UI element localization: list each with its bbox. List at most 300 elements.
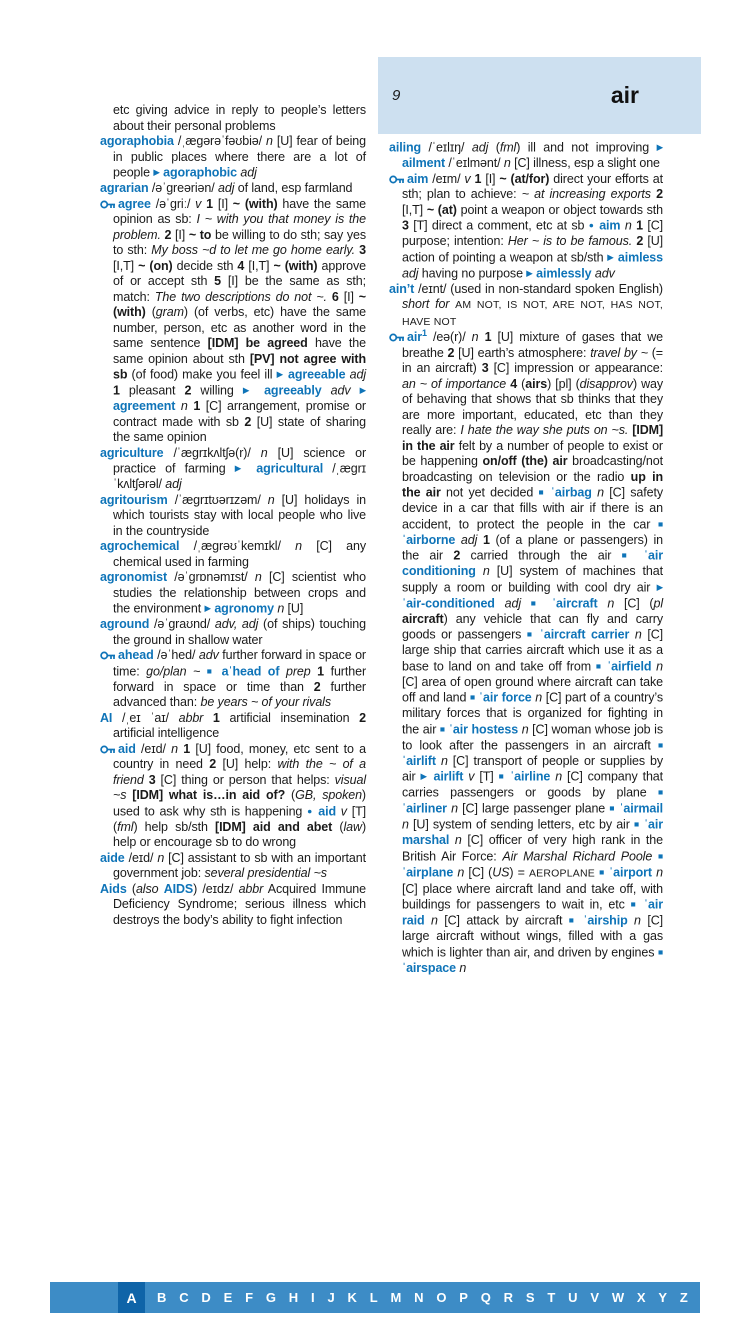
italic-text: go/plan ~ [146, 664, 201, 678]
plain-text: [C] safety device in a car that fills with air if there is an accident, to protect the people in the car [402, 485, 664, 531]
italic-text: Her ~ is to be famous. [507, 234, 633, 248]
bold-blue-word: ˈairbag [545, 485, 592, 500]
compound-square-icon: ■ [657, 739, 663, 750]
bold-blue-word: agreeable [283, 367, 346, 382]
bold-blue-word: ˈairliner [402, 801, 447, 816]
compound-square-icon: ■ [599, 866, 605, 877]
italic-text: Air Marshal Richard Poole [502, 849, 653, 863]
bold-blue-word: ˈair raid [402, 897, 663, 928]
derivative-arrow-icon: ▶ [276, 369, 284, 379]
alphabet-letter-w: W [611, 1290, 625, 1305]
plain-text: [C] large aircraft without wings, filled with a gas which is lighter than air, and driven by engines [402, 913, 663, 959]
italic-text: GB, spoken [295, 788, 362, 802]
plain-text: ( [517, 376, 526, 391]
page-number: 9 [392, 87, 401, 104]
plain-text: have the same opinion as sb: [113, 196, 367, 226]
plain-text: ) [pl] ( [547, 376, 580, 391]
plain-text: [I] [338, 289, 359, 304]
bold-text: 1 [474, 171, 482, 186]
headword: ain’t [389, 281, 415, 296]
bold-text: 5 [214, 274, 222, 288]
headword: Aids [100, 881, 127, 896]
plain-text: [C] scientist who studies the relationship between crops and the environment [113, 570, 366, 616]
oxford-key-icon [100, 197, 118, 211]
compound-square-icon: ■ [530, 597, 543, 608]
headword: aide [100, 850, 125, 865]
alphabet-letter-f: F [245, 1290, 254, 1305]
italic-text: n [634, 627, 642, 642]
bold-blue-word: AIDS [163, 881, 194, 896]
compound-square-icon: ■ [595, 660, 603, 671]
derivative-arrow-icon: ▶ [242, 385, 255, 395]
plain-text: have the same opinion about sth [113, 336, 366, 366]
bold-blue-word: ailment [402, 156, 446, 170]
italic-text: n [634, 913, 641, 928]
italic-text: adj [402, 266, 419, 280]
plain-text: ( [285, 788, 296, 802]
plain-text: broadcasting/not broadcasting on television or the radio [402, 454, 663, 484]
plain-text: [U] system of sending letters, etc by air [408, 817, 634, 832]
bold-blue-word: ˈairline [505, 769, 551, 784]
compound-square-icon: ■ [657, 850, 664, 861]
plain-text: ) (of verbs, etc) have the same number, person, etc as another word in the same sentence [113, 305, 367, 350]
plain-text: [U] science or practice of farming [113, 445, 367, 476]
plain-text: /əˈɡraʊnd/ [149, 617, 215, 631]
bold-text: 2 [209, 757, 217, 771]
plain-text: /ˈeɪlɪŋ/ [421, 140, 472, 155]
alphabet-letter-l: L [369, 1290, 378, 1305]
compound-square-icon: ■ [568, 915, 577, 925]
plain-text: etc giving advice in reply to people’s letters about their personal problems [113, 103, 366, 133]
italic-text: n [266, 134, 273, 148]
headword: agrochemical [100, 539, 180, 553]
italic-text: gram [155, 305, 184, 319]
italic-text: v [195, 196, 202, 211]
alphabet-letter-t: T [547, 1290, 556, 1305]
bold-text: 1 [317, 664, 325, 678]
alphabet-letter-c: C [179, 1290, 189, 1305]
plain-text: /ˌæɡrəʊˈkemɪkl/ [179, 539, 296, 553]
alphabet-bar [50, 1282, 700, 1313]
plain-text: willing [191, 383, 243, 398]
alphabet-letter-d: D [201, 1290, 211, 1305]
compound-square-icon: ■ [657, 518, 663, 529]
italic-text: I hate the way she puts on ~s. [460, 423, 629, 437]
bold-text: [IDM] what is…in aid of? [132, 788, 286, 802]
italic-text: n [171, 741, 178, 756]
plain-text: [C] company that carries passengers or goods by plane [402, 769, 664, 800]
plain-text: [C] attack by aircraft [437, 913, 569, 928]
plain-text: [U] [284, 601, 304, 616]
compound-square-icon: ■ [498, 771, 506, 781]
plain-text: ) help sb/sth [133, 819, 215, 834]
plain-text: [T] [474, 769, 499, 784]
bold-blue-word: ˈairborne [402, 532, 456, 547]
derivative-arrow-icon: ▶ [204, 603, 211, 613]
alphabet-letter-s: S [525, 1290, 535, 1305]
headword: agriculture [100, 445, 164, 460]
bold-text: 4 [237, 258, 245, 273]
bold-text: on/off (the) air [482, 454, 568, 468]
derivative-arrow-icon: ▶ [526, 267, 533, 278]
headword: agrarian [100, 181, 149, 195]
italic-text: adv, adj [214, 617, 259, 631]
plain-text: ) way of behaving that shows that sb thinks that they are more important, educated, etc than they really are: [402, 376, 664, 437]
italic-text: fml [499, 140, 517, 155]
plain-text: having no purpose [418, 266, 527, 280]
italic-text: an ~ of importance [402, 376, 507, 391]
bold-blue-word: ˈair hostess [445, 722, 519, 736]
italic-text: pl [653, 596, 663, 610]
bold-text: ~ (at) [426, 202, 457, 217]
plain-text: /eɪd/ [124, 850, 158, 865]
bold-text: 3 [402, 218, 409, 233]
bold-text: 2 [656, 187, 663, 201]
compound-square-icon: ■ [657, 946, 663, 957]
bold-text: 1 [482, 532, 490, 547]
compound-square-icon: ■ [633, 819, 640, 829]
dictionary-entry [100, 134, 366, 181]
compound-square-icon: ■ [206, 665, 216, 676]
plain-text: [U] action of pointing a weapon at sb/sth [402, 234, 664, 264]
bold-text: [IDM] be agreed [207, 336, 308, 350]
bold-blue-word: ˈaircraft carrier [534, 627, 630, 642]
italic-text: v [468, 769, 475, 784]
derivative-arrow-icon: ▶ [656, 581, 663, 592]
plain-text: further forward in space or time than [113, 664, 367, 694]
plain-text [521, 596, 531, 610]
bold-blue-word: ˈair-conditioned [402, 596, 495, 610]
bold-text: 1 [183, 741, 191, 756]
italic-text: n [656, 659, 663, 673]
sense-bullet-icon: ● [307, 805, 314, 816]
header-band [378, 57, 701, 134]
plain-text: [C] ( [464, 865, 493, 879]
plain-text: artificial insemination [219, 710, 360, 725]
alphabet-letter-j: J [327, 1290, 335, 1305]
alphabet-letter-z: Z [679, 1290, 688, 1305]
plain-text: /əˈhed/ [153, 648, 199, 662]
italic-text: n [471, 330, 479, 344]
italic-text: n [277, 601, 285, 616]
plain-text: (of food) make you feel ill [127, 367, 277, 382]
small-caps-text: AEROPLANE [528, 867, 595, 879]
italic-text: n [440, 753, 448, 768]
oxford-key-icon [100, 648, 118, 662]
italic-text: n [459, 960, 467, 975]
bold-blue-word: aim [594, 218, 621, 233]
bold-text: 1 [193, 399, 201, 413]
bold-blue-word: agricultural [247, 461, 324, 476]
headword: agritourism [100, 492, 168, 507]
italic-text: adv [330, 383, 351, 398]
plain-text: /eɪnt/ (used in non-standard spoken English) [414, 281, 663, 296]
headword: aid [118, 741, 136, 756]
compound-square-icon: ■ [657, 787, 663, 797]
dictionary-entry [100, 648, 366, 711]
plain-text: [C] illness, esp a slight one [510, 156, 660, 170]
italic-text: adj [349, 367, 367, 382]
plain-text [322, 384, 331, 398]
compound-square-icon: ■ [526, 629, 535, 639]
bold-blue-word: aimlessly [532, 266, 592, 280]
active-letter-tab: A [118, 1282, 145, 1313]
bold-blue-word: aimless [614, 250, 664, 264]
plain-text: [U] holidays in which tourists stay with local people who live in the countryside [113, 492, 366, 538]
plain-text: /eɪd/ [135, 741, 172, 756]
italic-text: n [454, 833, 462, 847]
dictionary-entry [100, 197, 366, 446]
italic-text: n [535, 690, 543, 705]
italic-text: with the ~ of a friend [113, 757, 366, 787]
italic-text: I ~ with you that money is the problem. [113, 212, 367, 242]
plain-text: [C] place where aircraft land and take off, with buildings for passengers to wait in, etc [402, 881, 663, 912]
dictionary-entry [100, 711, 366, 742]
plain-text: /ˌeɪ ˈaɪ/ [112, 710, 179, 725]
dictionary-entry [100, 617, 366, 648]
bold-blue-word: agreement [113, 399, 176, 413]
italic-text: travel by ~ [590, 345, 648, 360]
plain-text: [U] system of machines that supply a room or building with cool dry air [402, 564, 664, 594]
headword: aim [407, 171, 429, 186]
bold-text: 2 [313, 679, 321, 694]
plain-text: /ˈeɪlmənt/ [445, 156, 504, 170]
plain-text: ( [126, 881, 136, 896]
plain-text: [I] [171, 227, 189, 242]
alphabet-letter-h: H [288, 1290, 299, 1305]
italic-text: n [482, 564, 490, 578]
alphabet-letter-n: N [414, 1290, 424, 1305]
bold-text: [IDM] aid and abet [215, 819, 333, 834]
headword: air [407, 330, 422, 344]
bold-text: 3 [481, 361, 489, 375]
alphabet-letter-m: M [390, 1290, 402, 1305]
bold-text: 2 [447, 345, 455, 360]
bold-blue-word: ˈairship [576, 913, 628, 928]
plain-text: [I] [481, 171, 500, 186]
plain-text: /əˈɡrɒnəmɪst/ [167, 570, 255, 584]
italic-text: v [340, 804, 347, 818]
headword: AI [100, 710, 113, 725]
italic-text: n [503, 156, 511, 170]
dictionary-entry [389, 282, 663, 331]
bold-text: ~ (with) [113, 289, 366, 319]
italic-text: ~ at increasing exports [521, 187, 651, 201]
italic-text: n [597, 485, 604, 500]
italic-text: n [254, 570, 262, 584]
bold-blue-word: ˈairplane [402, 865, 454, 879]
alphabet-letter-y: Y [658, 1290, 668, 1305]
italic-text: adj [165, 477, 182, 491]
italic-text: adj [471, 140, 489, 155]
plain-text: [C] officer of very high rank in the British Air Force: [402, 833, 663, 863]
plain-text: [C] any chemical used in farming [113, 539, 366, 569]
bold-text: 4 [510, 376, 518, 391]
plain-text: [I,T] [113, 258, 139, 273]
plain-text: further forward in space or time: [113, 648, 366, 678]
italic-text: n [555, 769, 563, 784]
plain-text: ( [488, 140, 500, 155]
bold-text: airs [525, 376, 548, 391]
italic-text: abbr [178, 710, 204, 725]
bold-blue-word: agoraphobic [159, 165, 238, 180]
plain-text: point a weapon or object towards sth [456, 202, 663, 217]
dictionary-entry [389, 140, 663, 172]
compound-square-icon: ■ [439, 723, 446, 734]
entry-continuation [100, 103, 366, 134]
alphabet-letters [145, 1282, 700, 1313]
plain-text: be willing to do sth; say yes to sth: [113, 227, 366, 257]
alphabet-letter-x: X [636, 1290, 646, 1305]
plain-text [598, 596, 608, 610]
bold-blue-word: ˈairport [604, 865, 652, 879]
plain-text: [U] earth’s atmosphere: [454, 345, 591, 360]
plain-text: pleasant [119, 383, 185, 398]
bold-text: ~ (with) [273, 258, 318, 273]
italic-text: adj [240, 165, 257, 180]
italic-text: n [624, 218, 632, 233]
plain-text [350, 384, 359, 398]
bold-text: ~ (at/for) [499, 171, 550, 186]
bold-text: up in the air [402, 469, 663, 500]
plain-text: [U] help: [216, 757, 278, 771]
bold-text: 2 [164, 227, 172, 242]
italic-text: n [267, 492, 275, 507]
alphabet-letter-u: U [568, 1290, 578, 1305]
plain-text: of land, esp farmland [234, 181, 353, 195]
sense-bullet-icon: ● [588, 220, 595, 230]
italic-text: adv [198, 648, 219, 662]
bold-text: 1 [484, 330, 492, 344]
compound-square-icon: ■ [538, 487, 546, 497]
plain-text: /əˈɡreəriən/ [148, 181, 218, 195]
plain-text: [I] be the same as sth; match: [113, 274, 366, 304]
plain-text: felt by a number of people to exist or be happening [402, 438, 663, 468]
plain-text [203, 711, 213, 725]
alphabet-letter-o: O [436, 1290, 447, 1305]
italic-text: n [457, 865, 465, 879]
plain-text: ) used to ask why sth is happening [113, 788, 366, 818]
compound-square-icon: ■ [609, 803, 616, 813]
dictionary-entry [100, 181, 366, 197]
plain-text: carried through the air [460, 548, 622, 563]
italic-text: adj [218, 181, 235, 195]
bold-blue-word: agreeably [255, 383, 322, 398]
plain-text: [I] [213, 196, 233, 211]
plain-text: [C] thing or person that helps: [155, 772, 335, 787]
small-caps-text: AM NOT, IS NOT, ARE NOT, HAS NOT, HAVE NOT [402, 299, 664, 328]
alphabet-letter-i: I [311, 1290, 315, 1305]
plain-text: ) ill and not improving [516, 140, 657, 155]
bold-text: 6 [331, 289, 339, 304]
italic-text: be years ~ of your rivals [200, 695, 332, 709]
alphabet-letter-g: G [265, 1290, 276, 1305]
italic-text: n [402, 817, 409, 832]
bold-blue-word: aˈhead of [215, 664, 280, 678]
plain-text: not yet decided [440, 485, 539, 500]
plain-text: /ˈæɡrɪtʊərɪzəm/ [167, 492, 268, 507]
plain-text: /eə(r)/ [426, 330, 472, 344]
italic-text: n [295, 539, 302, 553]
italic-text: adj [504, 596, 521, 610]
italic-text: n [157, 850, 165, 865]
plain-text: [T] ( [113, 804, 366, 834]
oxford-key-icon [389, 330, 407, 344]
plain-text: [I,T] [244, 258, 274, 273]
column-left [100, 103, 366, 928]
alphabet-letter-e: E [223, 1290, 233, 1305]
bold-blue-word: ˈairmail [615, 801, 663, 816]
plain-text: (of a plane or passengers) in the air [402, 532, 663, 563]
plain-text: [C] ( [614, 596, 654, 610]
plain-text: /ˈæɡrɪkʌltʃə(r)/ [163, 445, 261, 460]
homograph-number: 1 [422, 327, 427, 338]
plain-text: decide sth [172, 258, 238, 273]
dictionary-entry [389, 327, 664, 976]
bold-text: 2 [359, 710, 367, 725]
italic-text: short for [402, 297, 450, 311]
italic-text: abbr [238, 881, 264, 896]
plain-text [476, 564, 483, 578]
plain-text: approve of or accept sth [113, 258, 366, 288]
italic-text: My boss ~d to let me go home early. [151, 243, 355, 257]
dictionary-entry [100, 570, 366, 617]
italic-text: n [180, 399, 188, 413]
compound-square-icon: ■ [470, 692, 476, 702]
dictionary-entry [100, 493, 366, 540]
alphabet-letter-k: K [347, 1290, 357, 1305]
bold-blue-word: aid [313, 804, 337, 818]
plain-text: [C] large passenger plane [457, 801, 610, 816]
dictionary-entry [100, 742, 366, 851]
column-right [389, 140, 663, 976]
guide-word: air [610, 82, 639, 108]
italic-text: n [607, 596, 615, 610]
bold-text: [PV] not agree with sb [113, 351, 366, 382]
bold-text: ~ (on) [138, 258, 173, 273]
bold-text: 2 [184, 383, 192, 398]
plain-text: [U] food, money, etc sent to a country in need [113, 741, 367, 771]
plain-text: [C] arrangement, promise or contract made with sb [113, 399, 366, 429]
plain-text: [U] state of sharing the same opinion [113, 414, 366, 444]
italic-text: visual ~s [113, 772, 366, 802]
plain-text: [C] woman whose job is to look after the passengers in an aircraft [402, 722, 663, 752]
italic-text: adv [594, 266, 615, 280]
italic-text: also [135, 881, 159, 896]
plain-text: [C] area of open ground where aircraft can take off and land [402, 674, 663, 705]
plain-text: ) any vehicle that can fly and carry goods or passengers [402, 611, 663, 642]
bold-blue-word: airlift [428, 769, 464, 784]
bold-blue-word: ˈair marshal [402, 817, 663, 847]
plain-text: artificial intelligence [113, 726, 220, 740]
plain-text: [T] direct a comment, etc at sb [408, 218, 589, 233]
derivative-arrow-icon: ▶ [153, 167, 160, 177]
bold-text: 1 [636, 218, 643, 233]
bold-text: 1 [212, 710, 220, 725]
bold-blue-word: ˈaircraft [542, 596, 598, 610]
italic-text: disapprov [579, 376, 633, 391]
plain-text: [U] mixture of gases that we breathe [402, 330, 664, 360]
bold-text: aircraft [402, 611, 444, 626]
headword: agronomist [100, 570, 168, 584]
alphabet-letter-b: B [157, 1290, 167, 1305]
oxford-key-icon [100, 742, 118, 756]
italic-text: n [451, 801, 458, 816]
italic-text: n [521, 722, 529, 736]
plain-text: [C] impression or appearance: [488, 361, 663, 375]
dictionary-entry [100, 446, 366, 493]
bold-text: ~ (with) [232, 196, 278, 211]
